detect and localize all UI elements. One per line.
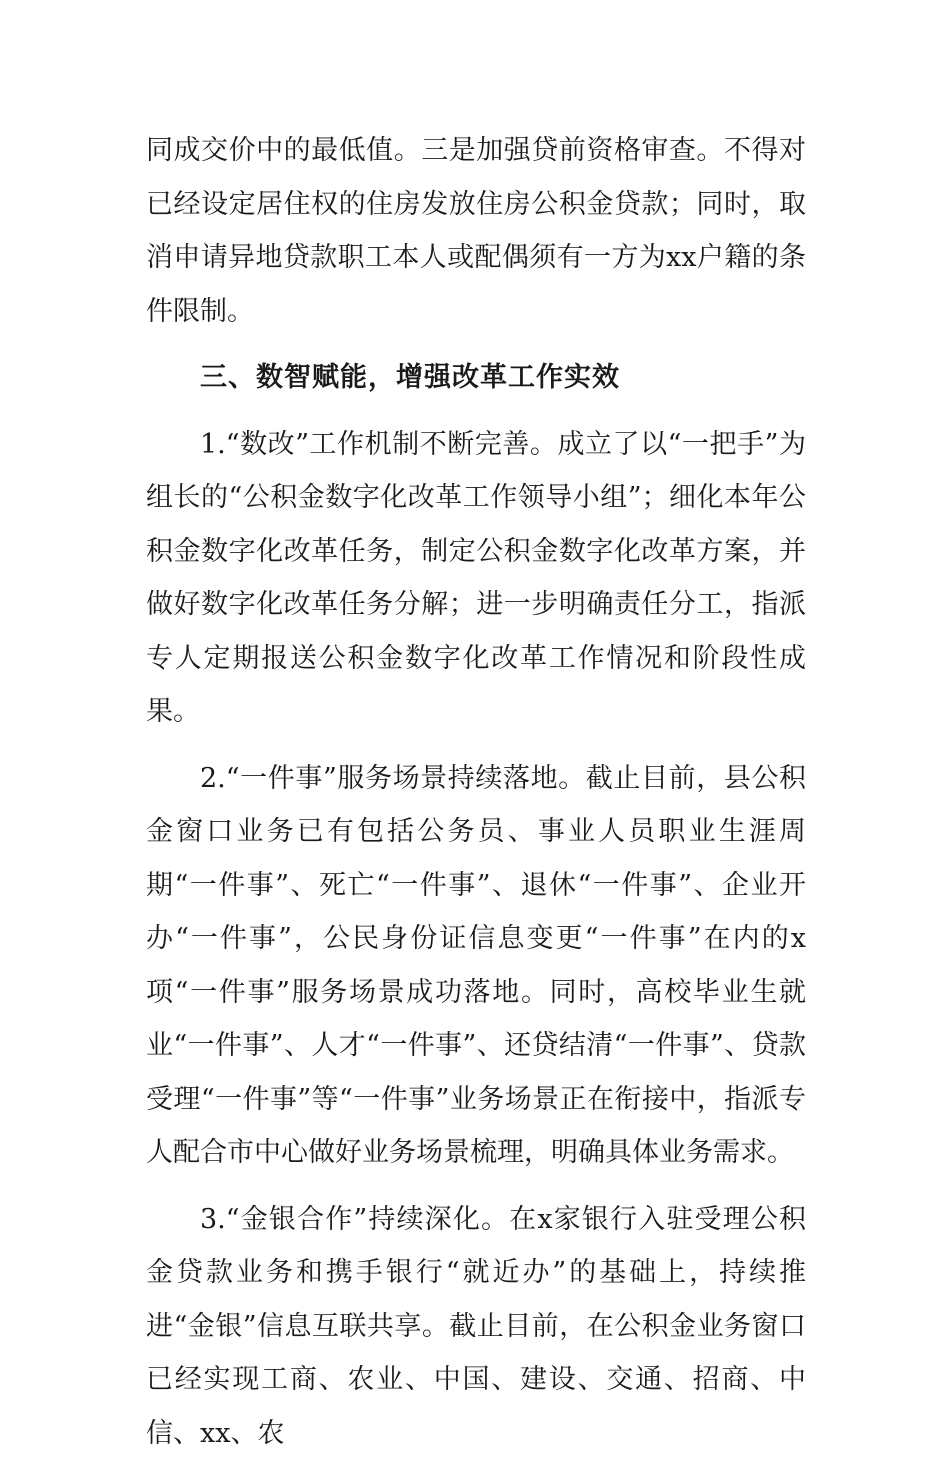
paragraph-gap [146, 338, 806, 351]
paragraph-item-1: 1.“数改”工作机制不断完善。成立了以“一把手”为组长的“公积金数字化改革工作领导小组”；细化本年公积金数字化改革任务，制定公积金数字化改革方案，并做好数字化改革任务分解；进一步明确责任分工，指派专人定期报送公积金数字化改革工作情况和阶段性成果。 [146, 418, 806, 739]
paragraph-gap [146, 739, 806, 752]
paragraph-gap [146, 1180, 806, 1193]
paragraph-gap [146, 405, 806, 418]
paragraph-item-2: 2.“一件事”服务场景持续落地。截止目前，县公积金窗口业务已有包括公务员、事业人员职业生涯周期“一件事”、死亡“一件事”、退休“一件事”、企业开办“一件事”，公民身份证信息变更“一件事”在内的x项“一件事”服务场景成功落地。同时，高校毕业生就业“一件事”、人才“一件事”、还贷结清“一件事”、贷款受理“一件事”等“一件事”业务场景正在衔接中，指派专人配合市中心做好业务场景梳理，明确具体业务需求。 [146, 752, 806, 1180]
paragraph-item-3: 3.“金银合作”持续深化。在x家银行入驻受理公积金贷款业务和携手银行“就近办”的基础上，持续推进“金银”信息互联共享。截止目前，在公积金业务窗口已经实现工商、农业、中国、建设、交通、招商、中信、xx、农 [146, 1193, 806, 1460]
section-heading: 三、数智赋能，增强改革工作实效 [146, 351, 806, 405]
document-body [146, 124, 806, 1460]
paragraph-continuation: 同成交价中的最低值。三是加强贷前资格审查。不得对已经设定居住权的住房发放住房公积金贷款；同时，取消申请异地贷款职工本人或配偶须有一方为xx户籍的条件限制。 [146, 124, 806, 338]
